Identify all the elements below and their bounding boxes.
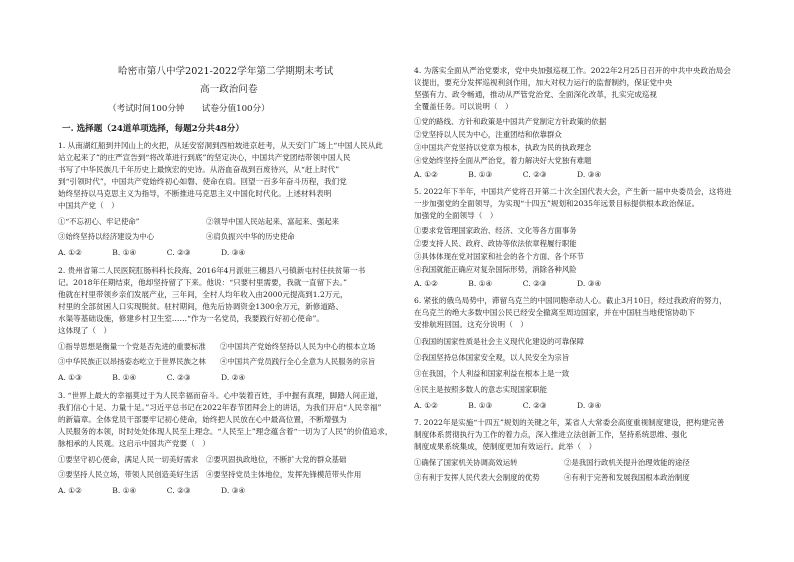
exam-title: 哈密市第八中学2021-2022学年第二学期期末考试 [118,66,334,77]
option-2: ②中国共产党始终坚持以人民为中心的根本立场 [220,342,376,351]
exam-info: （考试时间100分钟 试卷分值100分） [108,104,270,114]
option-4: ④中国共产党员践行全心全意为人民服务的宗旨 [220,357,376,366]
question-text-line: 坚强有力、政令畅通，推动从严管党治党、全面深化改革，扎实完成巡视 [414,90,657,99]
answer-choices: A. ①③ B. ①④ C. ②③ D. ②④ [58,373,246,382]
question-text-line: 始终坚持以马克思主义为指导，不断推进马克思主义中国化时代化。上述材料表明 [58,189,332,198]
question-text-line: 站立起来了”的庄严宣告到“将改革进行到底”的坚定决心，中国共产党团结带领中国人民 [58,153,351,162]
option-1: ①“不忘初心、牢记使命” [58,217,140,226]
question-text-line: 中国共产党（ ） [58,201,119,210]
option-3: ③要坚持人民立场，带领人民创造美好生活 [58,470,199,479]
question-text-line: 的新篇章。全体党员干部要牢记初心使命，始终把人民放在心中最高位置，不断增强为 [58,415,347,424]
option-2: ②党坚持以人民为中心，注重团结和依靠群众 [414,130,562,139]
question-text-line: 水渠等基础设施，修建乡村卫生室……“作为一名党员，我要践行好初心使命”。 [58,314,324,323]
option-3: ③在我国，个人利益和国家利益在根本上是一致 [414,369,570,378]
question-text-line: 我们信心十足、力量十足。”习近平总书记在2022年春节团拜会上的讲话，为我们开启“人民幸福” [58,403,382,412]
option-3: ③具体体现在党对国家和社会的各个方面、各个环节 [414,252,584,261]
section-heading: 一. 选择题（24道单项选择，每题2分共48分） [62,124,244,134]
option-2: ②我国坚持总体国家安全观，以人民安全为宗旨 [414,353,570,362]
answer-choices: A. ①② B. ①④ C. ②③ D. ③④ [58,248,246,257]
question-text-line: 制度成果系统集成，使制度更加有效运行。此举（ ） [414,442,597,451]
option-4: ④我国就能正确应对复杂国际形势，消除各种风险 [414,265,577,274]
question-text-line: 加强党的全面领导（ ） [414,211,498,220]
option-1: ①要坚守初心使命，满足人民一切美好需求 [58,455,199,464]
option-1: ①要求党管理国家政治、经济、文化等各方面事务 [414,226,577,235]
question-text-line: 脉相承的人民观。这启示中国共产党要（ ） [58,439,210,448]
option-1: ①指导思想是衡量一个党是否先进的重要标准 [58,342,206,351]
answer-choices: A. ①② B. ①③ C. ②③ D. ③④ [414,170,602,179]
question-text-line: 这体现了（ ） [58,326,112,335]
option-2: ②要巩固执政地位，不断扩大党的群众基础 [206,455,347,464]
question-text-line: 到“引领时代”，中国共产党始终初心如磐、使命在肩。回望一百多年奋斗历程，我们党 [58,177,347,186]
option-4: ④要坚持党员主体地位，发挥先锋模范带头作用 [206,470,362,479]
question-text-line: 6. 紧张的俄乌局势中，滞留乌克兰的中国同胞牵动人心。截止3月10日，经过我政府的努力， [414,296,727,305]
question-text-line: 记。2018年任期结束，他却坚持留了下来。他说：“只要村里需要，我就一直留下去。” [58,278,348,287]
question-text-line: 制度体系贯彻执行为工作的着力点，深入推进立法创新工作，坚持系统思维、强化 [414,430,688,439]
question-text-line: 3. “世界上最大的幸福莫过于为人民幸福而奋斗。心中装着百姓，手中握有真理，脚踏人间正道， [58,391,383,400]
option-1: ①党的路线、方针和政策是中国共产党制定方针政策的依据 [414,117,607,126]
answer-choices: A. ①② B. ①③ C. ②③ D. ③④ [414,401,602,410]
question-text-line: 他就在村里带领乡亲们发展产业，三年间，全村人均年收入由2000元提高到1.2万元， [58,290,348,299]
question-text-line: 在乌克兰的绝大多数中国公民已经安全撤离至周边国家，并在中国驻当地使馆协助下 [414,308,695,317]
option-4: ④肩负振兴中华的历史使命 [206,232,295,241]
option-2: ②要支持人民、政府、政协等依法依章程履行职能 [414,239,577,248]
option-1: ①我国的国家性质是社会主义现代化建设的可靠保障 [414,337,584,346]
option-2: ②领导中国人民站起来、富起来、强起来 [206,217,340,226]
option-4: ④有利于完善和发展我国根本政治制度 [564,473,690,482]
option-1: ①确保了国家机关协调高效运转 [414,458,518,467]
option-4: ④民主是按照多数人的意志实现国家职能 [414,385,548,394]
answer-choices: A. ①② B. ①④ C. ②③ D. ③④ [58,486,246,495]
option-3: ③中国共产党坚持以党章为根本，执政为民的执政理念 [414,143,592,152]
question-text-line: 2. 贵州省第二人民医院肛肠科科长段海、2016年4月派驻三穗县八弓镇新屯村任扶贫第一书 [58,266,366,275]
question-text-line: 7. 2022年是实施“十四五”规划的关键之年，某省人大常委会高度重视制度建设，把构建完善 [414,418,725,427]
answer-choices: A. ①② B. ①④ C. ②③ D. ③④ [414,279,602,288]
question-text-line: 村里的全部贫困人口实现脱贫。驻村期间，他先后协调资金1300余万元，新修道路、 [58,302,344,311]
question-text-line: 全覆盖任务。可以说明（ ） [414,102,513,111]
question-text-line: 安排航班回国。这充分说明（ ） [414,320,528,329]
question-text-line: 人民服务的本领，时时处处体现人民至上理念。“人民至上”理念蕴含着“一切为了人民”的价值追求， [58,427,393,436]
question-text-line: 书写了中华民族几千年历史上最恢宏的史诗。从浴血奋战到百废待兴，从“赶上时代” [58,165,340,174]
option-3: ③始终坚持以经济建设为中心 [58,232,155,241]
question-text-line: 5. 2022年下半年，中国共产党将召开第二十次全国代表大会，产生新一届中央委员会，这将进 [414,187,732,196]
question-text-line: 议提出，要充分发挥巡视利剑作用，加大对权力运行的监督制约，保证党中央 [414,78,673,87]
exam-subtitle: 高一政治问卷 [200,84,258,95]
option-4: ④党始终坚持全面从严治党，着力解决好大党独有难题 [414,156,592,165]
question-text-line: 一步加强党的全面领导，为实现“十四五”规划和2035年远景目标提供根本政治保证。 [414,199,700,208]
option-2: ②是我国行政机关提升治理效能的途径 [564,458,690,467]
question-text-line: 4. 为落实全面从严治党要求，党中央加强巡视工作。2022年2月25日召开的中共中央政治局会 [414,66,731,75]
question-text-line: 1. 从南湖红船到井冈山上的火把，从延安窑洞到西柏坡进京赶考，从天安门广场上“中国人民从此 [58,141,383,150]
option-3: ③有利于发挥人民代表大会制度的优势 [414,473,540,482]
option-3: ③中华民族正以昂扬姿态屹立于世界民族之林 [58,357,206,366]
